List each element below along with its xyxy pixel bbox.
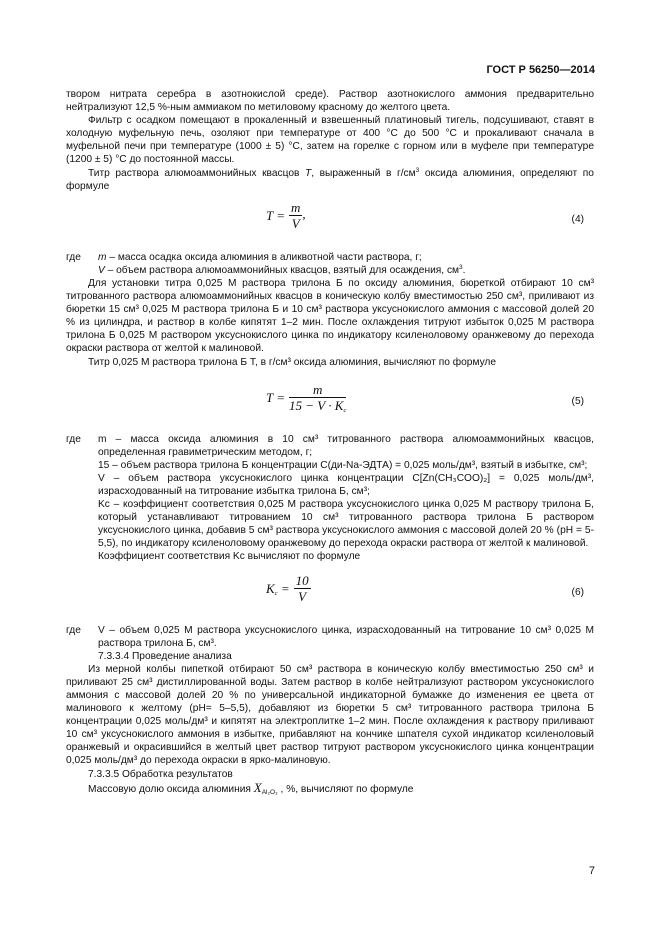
where-block-5: где m – масса оксида алюминия в 10 см³ титрованного раствора алюмоаммонийных квасцов, определенная гравиметрическим методом, г; 15 – объем раствора трилона Б концентрации C(ди-Na-ЭДТА) = 0,025 моль/дм³, взятый в избытке, см³; V – объем раствора уксуснокислого цинка концентрации C[Zn(CH₃COO)₂] = 0,025 моль/дм³, израсходованный на титрование избытка трилона Б, см³; Kс – коэффициент соответствия 0,025 М раствора уксуснокислого цинка 0,025 М раствору трилона Б, который устанавливают титрованием 10 см³ титрованного раствора трилона Б раствором уксуснокислого цинка, добавив 5 см³ раствора уксуснокислого аммония с массовой долей 20 % (рН = 5-5,5), по индикатору ксиленоловому оранжевому до перехода окраски раствора от желтой к малиновой. Коэффициент соответствия Kс вычисляют по формуле [66, 433, 594, 563]
paragraph: Для установки титра 0,025 М раствора трилона Б по оксиду алюминия, бюреткой отбирают 10 см³ титрованного раствора алюмоаммонийных квасцов в коническую колбу вместимостью 250 см³, приливают из бюретки 15 см³ 0,025 М раствора трилона Б и 10 см³ раствора уксуснокислого аммония с массовой долей 20 % из цилиндра, и раствор в колбе кипятят 1–2 мин. После охлаждения титруют избыток 0,025 М раствора трилона Б 0,025 М раствором уксуснокислого цинка по индикатору ксиленоловому оранжевому до перехода окраски раствора от желтой к малиновой. [66, 277, 594, 355]
section-heading: 7.3.3.5 Обработка результатов [88, 768, 233, 780]
definition-item: Kс – коэффициент соответствия 0,025 М раствора уксуснокислого цинка 0,025 М раствору трилона Б, который устанавливают титрованием 10 см³ титрованного раствора трилона Б раствором уксуснокислого цинка, добавив 5 см³ раствора уксуснокислого аммония с массовой долей 20 % (рН = 5-5,5), по индикатору ксиленоловому оранжевому до перехода окраски раствора от желтой к малиновой. [98, 499, 594, 550]
standard-header: ГОСТ Р 56250—2014 [486, 64, 595, 76]
formula-5 [66, 383, 594, 423]
document-body [66, 88, 594, 796]
formula-4 [66, 201, 594, 241]
section-heading: 7.3.3.4 Проведение анализа [98, 650, 232, 662]
paragraph: Коэффициент соответствия Kс вычисляют по формуле [98, 551, 361, 563]
page-number: 7 [588, 865, 595, 877]
formula-expression: T = $\frac{m}{15 - V \cdot K_c}$ [266, 381, 347, 414]
definition-item: 15 – объем раствора трилона Б концентрации C(ди-Na-ЭДТА) = 0,025 моль/дм³, взятый в избытке, см³; [98, 459, 588, 471]
paragraph: Массовую долю оксида алюминия $X_{Al_2O_3}$ , %, вычисляют по формуле [88, 779, 414, 796]
where-block-4: где m – масса осадка оксида алюминия в аликвотной части раствора, г; V – объем раствора алюмоаммонийных квасцов, взятый для осаждения, $см^3$. [66, 251, 466, 276]
paragraph: Титр раствора алюмоаммонийных квасцов T, выраженный в $г/см^3$ оксида алюминия, определяют по формуле [66, 166, 594, 192]
definition-item: m – масса оксида алюминия в 10 см³ титрованного раствора алюмоаммонийных квасцов, определенная гравиметрическим методом, г; [98, 433, 594, 458]
formula-number: (5) [571, 395, 584, 407]
paragraph: Титр 0,025 М раствора трилона Б T, в г/см³ оксида алюминия, вычисляют по формуле [88, 356, 497, 368]
paragraph: Фильтр с осадком помещают в прокаленный и взвешенный платиновый тигель, подсушивают, ставят в холодную муфельную печь, озоляют при температуре от 400 °С до 500 °С и прокаливают сначала в муфельной печи при температуре (1000 ± 5) °С, затем на горелке с горном или в муфеле при температуре (1200 ± 5) °С до постоянной массы. [66, 115, 594, 166]
formula-expression: $K_c$ = $\frac{10}{V}$ [266, 572, 309, 604]
definition-item: V – объем 0,025 М раствора уксуснокислого цинка, израсходованный на титрование 10 см³ 0,025 М раствора трилона Б, см³. [98, 624, 594, 649]
where-block-6: где V – объем 0,025 М раствора уксуснокислого цинка, израсходованный на титрование 10 см³ 0,025 М раствора трилона Б, см³. 7.3.3.4 Проведение анализа [66, 624, 594, 662]
paragraph: Из мерной колбы пипеткой отбирают 50 см³ раствора в коническую колбу вместимостью 250 см³ и приливают 25 см³ дистиллированной воды. Затем раствор в колбе нейтрализуют раствором уксуснокислого аммония с массовой долей 20 % по универсальной индикаторной бумажке до изменения ее цвета от малинового к желтому (рН= 5–5,5), добавляют из бюретки 5 см³ титрованного раствора трилона Б концентрации 0,025 моль/дм³ и кипятят на электроплитке 1–2 мин. После охлаждения к раствору приливают 10 см³ уксуснокислого аммония в избытке, прибавляют на кончике шпателя сухой индикатор ксиленоловый оранжевый и окрасившийся в желтый цвет раствор титруют раствором уксуснокислого цинка концентрации 0,025 моль/дм³ до перехода окраски в ярко-малиновую. [66, 663, 594, 767]
formula-number: (4) [571, 213, 584, 225]
paragraph: твором нитрата серебра в азотнокислой среде). Раствор азотнокислого аммония предварительно нейтрализуют 12,5 %-ным аммиаком по метиловому красному до желтого цвета. [66, 89, 594, 114]
definition-item: V – объем раствора уксуснокислого цинка концентрации C[Zn(CH₃COO)₂] = 0,025 моль/дм³, израсходованный на титрование избытка трилона Б, см³; [98, 472, 594, 497]
formula-expression: T = $\frac{m}{V}$ , [266, 199, 306, 231]
formula-number: (6) [571, 586, 584, 598]
formula-6 [66, 574, 594, 614]
